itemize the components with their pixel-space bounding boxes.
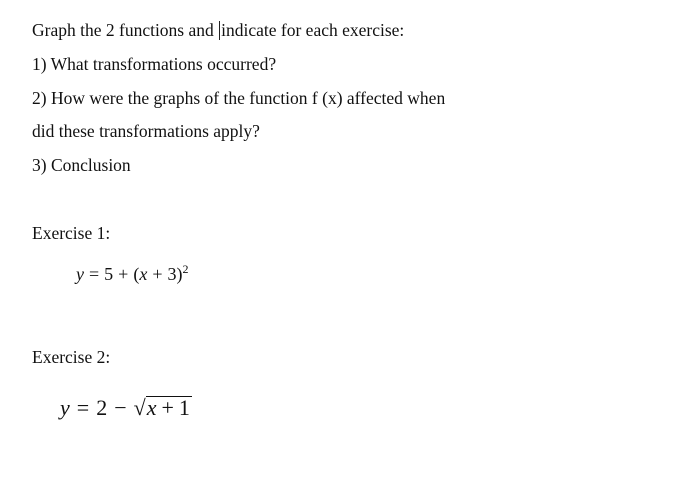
instruction-line-1 xyxy=(32,20,404,40)
eq2-radicand xyxy=(146,396,192,419)
question-item-3: 3) Conclusion xyxy=(32,155,131,175)
exercise-2-heading: Exercise 2: xyxy=(32,347,111,367)
eq1-const: 3 xyxy=(167,264,177,284)
exercise-1-heading: Exercise 1: xyxy=(32,223,111,243)
eq1-plus1: + xyxy=(118,264,129,284)
exercise-1-equation xyxy=(76,263,188,285)
square-root-icon: √ xyxy=(133,395,146,420)
eq2-lhs: y xyxy=(60,395,70,420)
text-cursor xyxy=(219,21,220,40)
eq2-equals: = xyxy=(76,395,90,420)
eq2-minus: − xyxy=(114,395,127,420)
eq1-paren-close: ) xyxy=(176,264,183,284)
eq1-equals: = xyxy=(89,264,100,284)
eq2-const: 1 xyxy=(178,395,190,420)
exercise-2-equation xyxy=(60,395,192,421)
eq2-var: x xyxy=(146,395,157,420)
eq1-plus2: + xyxy=(152,264,163,284)
eq1-term1: 5 xyxy=(104,264,114,284)
eq2-term1: 2 xyxy=(96,395,108,420)
question-item-2-line-1: 2) How were the graphs of the function f (x) affected when xyxy=(32,88,446,108)
eq1-lhs: y xyxy=(76,264,84,284)
question-item-2-line-2: did these transformations apply? xyxy=(32,121,260,141)
eq1-var: x xyxy=(139,264,148,284)
eq1-power: 2 xyxy=(182,262,189,276)
instruction-text-after-caret: indicate for each exercise: xyxy=(221,20,405,40)
eq2-plus: + xyxy=(161,395,174,420)
instruction-text-before-caret: Graph the 2 functions and xyxy=(32,20,219,40)
eq1-paren-open: ( xyxy=(133,264,140,284)
question-item-1: 1) What transformations occurred? xyxy=(32,54,277,74)
